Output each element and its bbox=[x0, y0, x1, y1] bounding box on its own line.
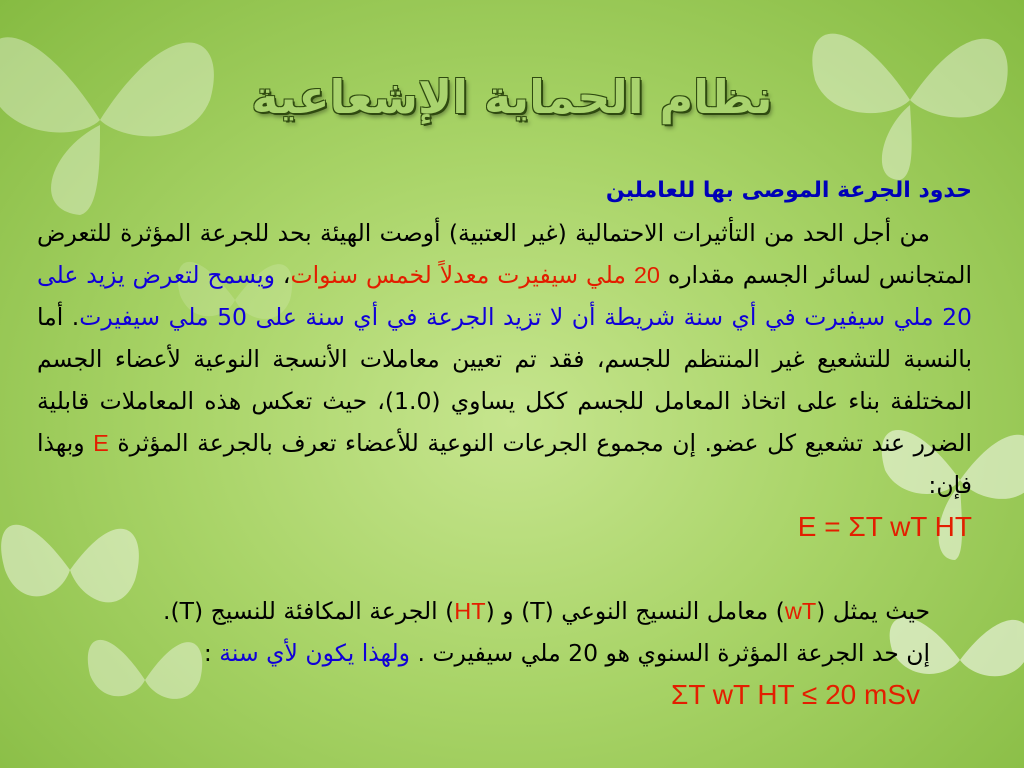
slide-title: نظام الحماية الإشعاعية bbox=[251, 70, 773, 124]
dose-value: 20 bbox=[633, 262, 660, 288]
symbol-ht: HT bbox=[454, 598, 486, 624]
slide-body bbox=[37, 170, 972, 716]
paragraph-text: . أما بالنسبة للتشعيع غير المنتظم للجسم، فقد تم تعيين معاملات الأنسجة النوعية لأعضاء الجسم المختلفة بناء على اتخاذ المعامل للجسم ككل يساوي (1.0)، حيث تعكس هذه المعاملات قابلية الضرر عند تشعيع كل عضو. إن مجموع الجرعات النوعية للأعضاء تعرف بالجرعة المؤثرة bbox=[37, 303, 973, 457]
section-heading: حدود الجرعة الموصى بها للعاملين bbox=[605, 178, 972, 203]
paragraph-text: إن حد الجرعة المؤثرة السنوي هو 20 ملي سيفيرت . bbox=[409, 639, 930, 667]
paragraph-dose-limits bbox=[37, 212, 972, 506]
symbol-wt: wT bbox=[784, 598, 817, 624]
separator: ، bbox=[275, 261, 291, 289]
spacer bbox=[37, 548, 972, 590]
paragraph-text: حيث يمثل ( bbox=[816, 597, 930, 625]
highlight-red-text: ملي سيفيرت معدلاً لخمس سنوات bbox=[290, 261, 634, 289]
highlight-blue-text: ولهذا يكون لأي سنة bbox=[219, 639, 410, 667]
paragraph-text: من أجل الحد من التأثيرات الاحتمالية (غير العتبية) أوصت الهيئة بحد للجرعة المؤثرة للتعرض المتجانس لسائر الجسم مقداره bbox=[37, 219, 972, 289]
formula-annual-limit: ΣT wT HT ≤ 20 mSv bbox=[671, 679, 920, 710]
paragraph-annual-limit bbox=[37, 632, 972, 674]
symbol-e: E bbox=[93, 430, 109, 456]
paragraph-text: ) الجرعة المكافئة للنسيج (T). bbox=[163, 597, 455, 625]
formula-effective-dose: E = ΣT wT HT bbox=[797, 511, 972, 542]
paragraph-definitions bbox=[37, 590, 972, 632]
highlight-blue-text: ويسمح لتعرض يزيد على 20 ملي سيفيرت في أي سنة شريطة أن لا تزيد الجرعة في أي سنة على 50 ملي سيفيرت bbox=[37, 261, 973, 331]
separator: : bbox=[203, 639, 220, 667]
paragraph-text: وبهذا فإن: bbox=[37, 429, 972, 499]
paragraph-text: ) معامل النسيج النوعي (T) و ( bbox=[485, 597, 785, 625]
